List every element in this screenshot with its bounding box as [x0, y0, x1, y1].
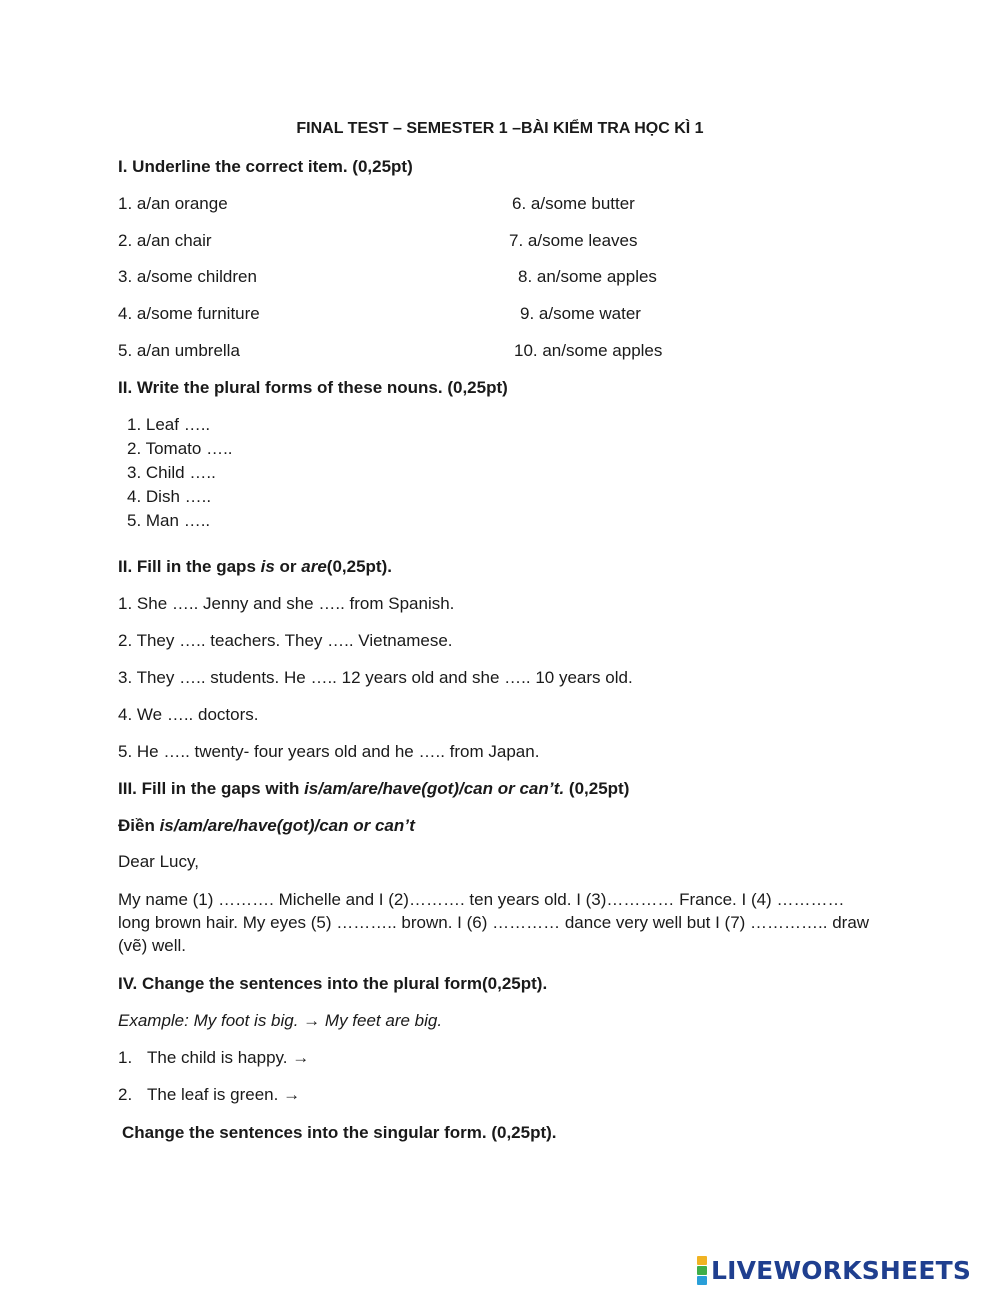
- section3-item-1: 1. She ….. Jenny and she ….. from Spanish.: [118, 594, 455, 613]
- section3-item-5: 5. He ….. twenty- four years old and he ….. from Japan.: [118, 742, 540, 761]
- section1-item-6: 6. a/some butter: [512, 194, 635, 213]
- section3-item-3: 3. They ….. students. He ….. 12 years old and she ….. 10 years old.: [118, 668, 633, 687]
- logo-block-i: [697, 1266, 707, 1275]
- section1-item-1: 1. a/an orange: [118, 194, 228, 213]
- liveworksheets-logo: [697, 1255, 971, 1285]
- section1-item-3: 3. a/some children: [118, 267, 257, 286]
- section5-item-2-num: 2.: [118, 1085, 133, 1104]
- section5-item-2: The leaf is green. →: [147, 1085, 301, 1104]
- section6-heading: Change the sentences into the singular form. (0,25pt).: [122, 1123, 557, 1142]
- section2-heading: II. Write the plural forms of these nouns. (0,25pt): [118, 378, 508, 397]
- section5-example: Example: My foot is big. → My feet are big.: [118, 1011, 443, 1030]
- section1-item-2: 2. a/an chair: [118, 231, 212, 250]
- section4-subheading: Điền is/am/are/have(got)/can or can’t: [118, 816, 415, 835]
- letter-greeting: Dear Lucy,: [118, 852, 199, 871]
- section2-item-5: 5. Man …..: [127, 511, 211, 530]
- section2-item-2: 2. Tomato …..: [127, 439, 233, 458]
- section1-item-4: 4. a/some furniture: [118, 304, 260, 323]
- section3-heading: II. Fill in the gaps is or are(0,25pt).: [118, 557, 392, 576]
- section1-heading: I. Underline the correct item. (0,25pt): [118, 157, 413, 176]
- section1-item-9: 9. a/some water: [520, 304, 641, 323]
- section2-item-4: 4. Dish …..: [127, 487, 212, 506]
- logo-block-v: [697, 1276, 707, 1285]
- section3-item-2: 2. They ….. teachers. They ….. Vietnamese.: [118, 631, 453, 650]
- section4-heading: III. Fill in the gaps with is/am/are/have(got)/can or can’t. (0,25pt): [118, 779, 630, 798]
- section1-item-8: 8. an/some apples: [518, 267, 657, 286]
- logo-blocks-icon: [697, 1256, 707, 1285]
- section1-item-7: 7. a/some leaves: [509, 231, 638, 250]
- letter-body: My name (1) ………. Michelle and I (2)………. ten years old. I (3)………… France. I (4) ………… long brown hair. My eyes (5) ……….. brown. I (6) ………… dance very well but I (7) ………….. draw (vẽ) well.: [118, 890, 870, 955]
- logo-text: LIVEWORKSHEETS: [711, 1255, 972, 1285]
- section2-item-3: 3. Child …..: [127, 463, 216, 482]
- section2-item-1: 1. Leaf …..: [127, 415, 211, 434]
- section1-item-10: 10. an/some apples: [514, 341, 663, 360]
- logo-block-l: [697, 1256, 707, 1265]
- section5-heading: IV. Change the sentences into the plural form(0,25pt).: [118, 974, 548, 993]
- section5-item-1-num: 1.: [118, 1048, 133, 1067]
- section1-item-5: 5. a/an umbrella: [118, 341, 240, 360]
- section5-item-1: The child is happy. →: [147, 1048, 310, 1067]
- page-title: FINAL TEST – SEMESTER 1 –BÀI KIỂM TRA HỌC KÌ 1: [296, 120, 704, 137]
- section3-item-4: 4. We ….. doctors.: [118, 705, 259, 724]
